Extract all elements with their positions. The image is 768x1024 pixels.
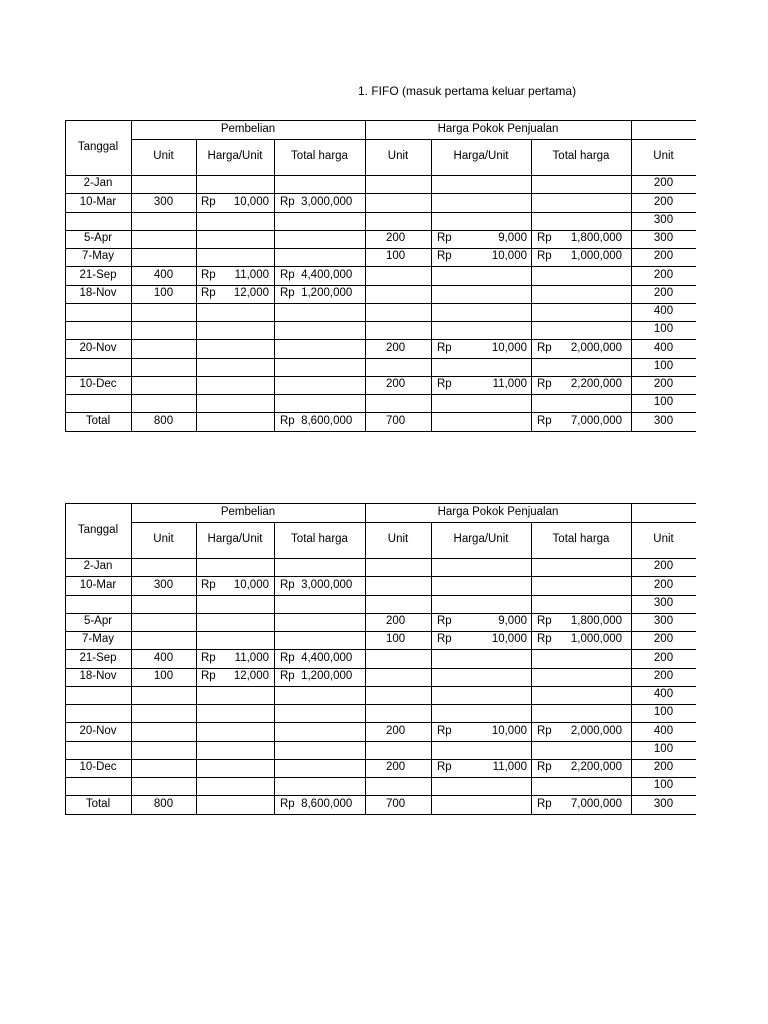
grid-line [431, 139, 432, 431]
cell-pembelian-total: Rp 3,000,000 [280, 195, 353, 208]
cell-pembelian-harga-value [216, 741, 269, 759]
cell-pembelian-total [280, 595, 363, 613]
cell-persediaan-unit: 200 [653, 177, 674, 190]
cell-pembelian-unit [131, 631, 196, 649]
cell-hpp-total [537, 394, 627, 412]
cell-persediaan-unit: 100 [653, 396, 674, 409]
cell-hpp-harga-value: 11,000 [492, 761, 527, 774]
cell-pembelian-total [280, 777, 363, 795]
cell-hpp-total: Rp 7,000,000 [537, 797, 623, 810]
cell-hpp-unit [386, 212, 426, 230]
cell-pembelian-unit: 400 [153, 651, 174, 664]
header-harga-unit: Harga/Unit [453, 150, 509, 163]
cell-hpp-total: Rp 2,200,000 [537, 761, 623, 774]
cell-pembelian-unit [131, 686, 196, 704]
grid-line [531, 522, 532, 814]
cell-persediaan-unit: 300 [653, 213, 674, 226]
grid-line [196, 139, 197, 431]
cell-hpp-total [537, 576, 627, 594]
cell-pembelian-harga-value [216, 412, 269, 430]
cell-hpp-total [537, 321, 627, 339]
cell-pembelian-total [280, 230, 363, 248]
grid-line [274, 139, 275, 431]
cell-pembelian-harga-value: 11,000 [234, 651, 269, 664]
header-unit: Unit [387, 150, 409, 163]
cell-hpp-harga-value [461, 285, 527, 303]
cell-hpp-unit [386, 649, 426, 667]
cell-persediaan-unit: 200 [653, 286, 674, 299]
cell-persediaan-unit: 200 [653, 651, 674, 664]
cell-hpp-total [537, 303, 627, 321]
cell-hpp-total [537, 777, 627, 795]
cell-hpp-unit [386, 266, 426, 284]
header-unit: Unit [653, 150, 674, 163]
cell-persediaan-unit: 200 [653, 761, 674, 774]
cell-tanggal [65, 686, 131, 704]
cell-hpp-harga-value: 10,000 [491, 724, 527, 737]
cell-hpp-harga-value [461, 741, 527, 759]
cell-tanggal: 10-Dec [79, 761, 117, 774]
cell-persediaan-unit: 400 [653, 688, 674, 701]
cell-pembelian-total [280, 558, 363, 576]
cell-pembelian-total [280, 631, 363, 649]
cell-hpp-unit [386, 285, 426, 303]
cell-persediaan-unit: 200 [653, 250, 674, 263]
cell-persediaan-unit: 200 [653, 195, 674, 208]
cell-persediaan-unit: 300 [653, 232, 674, 245]
cell-hpp-unit: 200 [386, 232, 406, 245]
document-title: 1. FIFO (masuk pertama keluar pertama) [358, 84, 577, 98]
header-harga-pokok-penjualan: Harga Pokok Penjualan [437, 122, 559, 135]
cell-hpp-unit [386, 686, 426, 704]
cell-hpp-harga-value [461, 686, 527, 704]
cell-pembelian-harga-value [216, 376, 269, 394]
cell-hpp-unit: 100 [386, 633, 406, 646]
cell-pembelian-total [280, 358, 363, 376]
cell-pembelian-harga-rp: Rp [201, 195, 216, 208]
cell-pembelian-unit: 300 [153, 195, 174, 208]
cell-pembelian-total: Rp 1,200,000 [280, 286, 353, 299]
cell-hpp-harga-value [461, 777, 527, 795]
cell-pembelian-harga-value [216, 303, 269, 321]
cell-pembelian-unit [131, 175, 196, 193]
grid-line [431, 522, 432, 814]
cell-tanggal: 10-Dec [79, 378, 117, 391]
cell-pembelian-unit: 400 [153, 268, 174, 281]
cell-pembelian-harga-value: 12,000 [233, 669, 269, 682]
cell-pembelian-harga-value [216, 595, 269, 613]
cell-pembelian-harga-value [216, 613, 269, 631]
cell-pembelian-total [280, 212, 363, 230]
grid-line [274, 522, 275, 814]
cell-pembelian-harga-value [216, 759, 269, 777]
cell-hpp-unit [386, 303, 426, 321]
header-unit: Unit [153, 150, 174, 163]
cell-pembelian-total [280, 248, 363, 266]
cell-pembelian-unit [131, 595, 196, 613]
cell-persediaan-unit: 300 [653, 797, 674, 810]
cell-hpp-unit: 700 [386, 414, 406, 427]
cell-pembelian-total: Rp 4,400,000 [280, 651, 353, 664]
cell-pembelian-unit [131, 394, 196, 412]
header-unit: Unit [153, 533, 174, 546]
cell-hpp-harga-value [461, 175, 527, 193]
cell-pembelian-unit [131, 613, 196, 631]
cell-persediaan-unit: 100 [653, 323, 674, 336]
cell-hpp-harga-rp: Rp [437, 724, 452, 737]
cell-hpp-unit [386, 394, 426, 412]
cell-pembelian-unit: 100 [153, 669, 174, 682]
cell-pembelian-unit [131, 303, 196, 321]
cell-pembelian-unit: 300 [153, 578, 174, 591]
cell-hpp-total [537, 285, 627, 303]
cell-hpp-harga-value [461, 193, 527, 211]
header-total-harga: Total harga [291, 150, 348, 163]
cell-hpp-harga-rp: Rp [437, 250, 452, 263]
cell-tanggal [65, 394, 131, 412]
cell-hpp-unit [386, 175, 426, 193]
cell-persediaan-unit: 200 [653, 578, 674, 591]
cell-pembelian-total [280, 376, 363, 394]
cell-tanggal: 21-Sep [79, 268, 117, 281]
cell-pembelian-total [280, 613, 363, 631]
cell-hpp-total [537, 649, 627, 667]
cell-pembelian-total [280, 759, 363, 777]
cell-pembelian-total [280, 741, 363, 759]
cell-hpp-total [537, 741, 627, 759]
cell-pembelian-unit [131, 722, 196, 740]
header-harga-unit: Harga/Unit [207, 533, 263, 546]
header-harga-unit: Harga/Unit [453, 533, 509, 546]
cell-hpp-unit [386, 777, 426, 795]
cell-hpp-total: Rp 2,000,000 [537, 341, 623, 354]
cell-tanggal [65, 704, 131, 722]
cell-pembelian-harga-value [216, 777, 269, 795]
cell-pembelian-harga-value [216, 358, 269, 376]
header-total-harga: Total harga [552, 150, 610, 163]
cell-tanggal: 7-May [82, 633, 114, 646]
cell-hpp-unit: 700 [386, 797, 406, 810]
cell-hpp-harga-value: 10,000 [491, 250, 527, 263]
cell-hpp-harga-value: 10,000 [491, 341, 527, 354]
cell-tanggal [65, 358, 131, 376]
cell-hpp-unit [386, 193, 426, 211]
cell-persediaan-unit: 200 [653, 378, 674, 391]
cell-persediaan-unit: 400 [653, 724, 674, 737]
header-tanggal: Tanggal [77, 523, 119, 536]
cell-hpp-harga-value [461, 412, 527, 430]
cell-persediaan-unit: 100 [653, 779, 674, 792]
cell-hpp-harga-value [461, 212, 527, 230]
cell-tanggal [65, 595, 131, 613]
cell-hpp-total: Rp 2,000,000 [537, 724, 623, 737]
cell-tanggal [65, 741, 131, 759]
cell-pembelian-harga-value: 11,000 [234, 268, 269, 281]
header-total-harga: Total harga [552, 533, 610, 546]
header-pembelian: Pembelian [220, 505, 276, 518]
cell-hpp-harga-rp: Rp [437, 761, 452, 774]
cell-hpp-harga-value: 9,000 [498, 232, 527, 245]
cell-tanggal: 20-Nov [79, 724, 117, 737]
cell-hpp-unit [386, 321, 426, 339]
cell-hpp-unit: 200 [386, 341, 406, 354]
cell-hpp-harga-value: 9,000 [498, 615, 527, 628]
cell-pembelian-unit: 100 [153, 286, 174, 299]
cell-tanggal [65, 321, 131, 339]
cell-pembelian-harga-value [216, 212, 269, 230]
cell-pembelian-harga-value [216, 339, 269, 357]
cell-hpp-unit: 200 [386, 378, 406, 391]
cell-hpp-total: Rp 1,000,000 [537, 633, 623, 646]
cell-hpp-harga-value [461, 795, 527, 813]
cell-persediaan-unit: 200 [653, 268, 674, 281]
cell-hpp-total: Rp 7,000,000 [537, 414, 623, 427]
cell-pembelian-harga-value [216, 321, 269, 339]
cell-pembelian-unit [131, 704, 196, 722]
cell-hpp-total: Rp 2,200,000 [537, 378, 623, 391]
cell-pembelian-total [280, 686, 363, 704]
cell-hpp-unit: 200 [386, 761, 406, 774]
cell-pembelian-total: Rp 4,400,000 [280, 268, 353, 281]
header-unit: Unit [387, 533, 409, 546]
cell-hpp-harga-value [461, 321, 527, 339]
cell-pembelian-unit: 800 [153, 797, 174, 810]
cell-pembelian-unit [131, 777, 196, 795]
cell-hpp-harga-value [461, 668, 527, 686]
cell-tanggal: 18-Nov [79, 286, 117, 299]
cell-tanggal: 2-Jan [83, 177, 113, 190]
cell-tanggal: 10-Mar [79, 578, 117, 591]
cell-pembelian-harga-value [216, 394, 269, 412]
cell-pembelian-harga-rp: Rp [201, 651, 216, 664]
cell-tanggal: Total [85, 414, 111, 427]
header-total-harga: Total harga [291, 533, 348, 546]
header-unit: Unit [653, 533, 674, 546]
cell-tanggal [65, 303, 131, 321]
cell-persediaan-unit: 100 [653, 742, 674, 755]
cell-tanggal [65, 212, 131, 230]
cell-hpp-total [537, 704, 627, 722]
cell-pembelian-harga-rp: Rp [201, 268, 216, 281]
cell-tanggal: 5-Apr [83, 615, 113, 628]
cell-hpp-unit [386, 704, 426, 722]
cell-pembelian-harga-value [216, 722, 269, 740]
cell-persediaan-unit: 200 [653, 669, 674, 682]
cell-hpp-total: Rp 1,800,000 [537, 232, 623, 245]
cell-pembelian-harga-value [216, 631, 269, 649]
cell-tanggal: 10-Mar [79, 195, 117, 208]
cell-tanggal: 7-May [82, 250, 114, 263]
cell-pembelian-unit [131, 212, 196, 230]
cell-hpp-unit: 200 [386, 724, 406, 737]
cell-hpp-unit [386, 358, 426, 376]
cell-hpp-total: Rp 1,800,000 [537, 615, 623, 628]
cell-hpp-harga-rp: Rp [437, 633, 452, 646]
cell-hpp-unit [386, 576, 426, 594]
cell-pembelian-harga-value [216, 686, 269, 704]
cell-pembelian-total [280, 339, 363, 357]
cell-pembelian-total: Rp 8,600,000 [280, 414, 353, 427]
header-tanggal: Tanggal [77, 140, 119, 153]
cell-hpp-total [537, 175, 627, 193]
cell-tanggal [65, 777, 131, 795]
cell-pembelian-total [280, 303, 363, 321]
cell-persediaan-unit: 400 [653, 305, 674, 318]
cell-pembelian-total [280, 321, 363, 339]
header-pembelian: Pembelian [220, 122, 276, 135]
cell-pembelian-total [280, 175, 363, 193]
cell-pembelian-total [280, 394, 363, 412]
cell-hpp-harga-value [461, 595, 527, 613]
cell-pembelian-harga-value: 12,000 [233, 286, 269, 299]
cell-hpp-total [537, 686, 627, 704]
cell-tanggal: 21-Sep [79, 651, 117, 664]
cell-pembelian-harga-rp: Rp [201, 286, 216, 299]
cell-tanggal: 18-Nov [79, 669, 117, 682]
grid-line [65, 431, 696, 432]
cell-pembelian-harga-value [216, 704, 269, 722]
cell-hpp-harga-value [461, 394, 527, 412]
cell-pembelian-unit [131, 358, 196, 376]
cell-hpp-unit [386, 668, 426, 686]
cell-pembelian-total [280, 722, 363, 740]
cell-pembelian-harga-value: 10,000 [233, 195, 269, 208]
cell-pembelian-harga-value [216, 248, 269, 266]
header-harga-pokok-penjualan: Harga Pokok Penjualan [437, 505, 559, 518]
cell-hpp-total [537, 193, 627, 211]
cell-hpp-harga-rp: Rp [437, 378, 452, 391]
cell-pembelian-total: Rp 8,600,000 [280, 797, 353, 810]
cell-tanggal: 2-Jan [83, 560, 113, 573]
cell-hpp-harga-value [461, 266, 527, 284]
cell-pembelian-unit [131, 248, 196, 266]
cell-persediaan-unit: 300 [653, 596, 674, 609]
cell-pembelian-total: Rp 1,200,000 [280, 669, 353, 682]
cell-pembelian-total [280, 704, 363, 722]
cell-hpp-total [537, 212, 627, 230]
cell-persediaan-unit: 400 [653, 341, 674, 354]
cell-pembelian-harga-rp: Rp [201, 578, 216, 591]
cell-hpp-harga-value [461, 558, 527, 576]
cell-hpp-harga-value [461, 649, 527, 667]
cell-pembelian-unit [131, 759, 196, 777]
cell-hpp-harga-rp: Rp [437, 341, 452, 354]
cell-pembelian-harga-value [216, 795, 269, 813]
cell-hpp-harga-value: 11,000 [492, 378, 527, 391]
cell-hpp-total: Rp 1,000,000 [537, 250, 623, 263]
cell-pembelian-unit [131, 558, 196, 576]
cell-pembelian-harga-value: 10,000 [233, 578, 269, 591]
cell-persediaan-unit: 100 [653, 359, 674, 372]
fifo-table-2 [65, 503, 696, 815]
header-harga-unit: Harga/Unit [207, 150, 263, 163]
cell-persediaan-unit: 200 [653, 633, 674, 646]
cell-pembelian-unit [131, 741, 196, 759]
cell-pembelian-harga-rp: Rp [201, 669, 216, 682]
cell-hpp-unit [386, 558, 426, 576]
cell-hpp-unit [386, 741, 426, 759]
cell-hpp-unit [386, 595, 426, 613]
cell-persediaan-unit: 200 [653, 560, 674, 573]
cell-persediaan-unit: 300 [653, 414, 674, 427]
cell-persediaan-unit: 100 [653, 706, 674, 719]
cell-tanggal: Total [85, 797, 111, 810]
cell-tanggal: 20-Nov [79, 341, 117, 354]
cell-hpp-harga-rp: Rp [437, 615, 452, 628]
cell-hpp-unit: 200 [386, 615, 406, 628]
grid-line [531, 139, 532, 431]
cell-hpp-unit: 100 [386, 250, 406, 263]
grid-line [196, 522, 197, 814]
cell-hpp-harga-rp: Rp [437, 232, 452, 245]
cell-hpp-harga-value [461, 303, 527, 321]
cell-pembelian-unit [131, 321, 196, 339]
cell-hpp-total [537, 558, 627, 576]
cell-pembelian-total: Rp 3,000,000 [280, 578, 353, 591]
cell-pembelian-unit [131, 339, 196, 357]
cell-persediaan-unit: 300 [653, 615, 674, 628]
cell-pembelian-unit [131, 376, 196, 394]
cell-pembelian-harga-value [216, 230, 269, 248]
cell-hpp-harga-value [461, 576, 527, 594]
cell-hpp-total [537, 595, 627, 613]
cell-pembelian-harga-value [216, 558, 269, 576]
cell-hpp-total [537, 266, 627, 284]
cell-tanggal: 5-Apr [83, 232, 113, 245]
cell-hpp-harga-value [461, 358, 527, 376]
fifo-table-1 [65, 120, 696, 432]
grid-line [65, 814, 696, 815]
cell-hpp-total [537, 358, 627, 376]
cell-hpp-total [537, 668, 627, 686]
cell-pembelian-unit [131, 230, 196, 248]
cell-pembelian-harga-value [216, 175, 269, 193]
cell-pembelian-unit: 800 [153, 414, 174, 427]
cell-hpp-harga-value [461, 704, 527, 722]
cell-hpp-harga-value: 10,000 [491, 633, 527, 646]
